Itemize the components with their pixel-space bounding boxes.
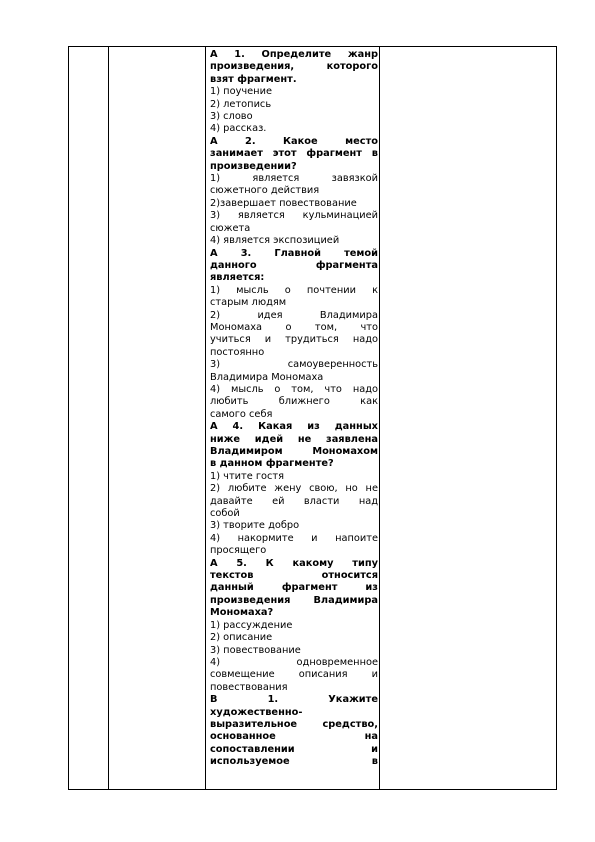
text-line: старым людям	[210, 297, 287, 309]
text-line: произведении?	[210, 160, 297, 172]
text-line: 3) творите добро	[210, 520, 300, 532]
text-line: совмещение описания и	[210, 669, 378, 681]
text-line: 1) поучение	[210, 86, 272, 98]
text-line: 3) является кульминацией	[210, 210, 378, 222]
text-line: А 4. Какая из данных	[210, 421, 378, 433]
text-line: произведения, которого	[210, 61, 378, 73]
text-line: 1) чтите гостя	[210, 470, 285, 482]
text-line: сопоставлении и	[210, 743, 378, 755]
text-line: взят фрагмент.	[210, 73, 297, 85]
text-line: 3) повествование	[210, 644, 301, 656]
text-line: 2) летопись	[210, 98, 272, 110]
text-line: 4) одновременное	[210, 656, 378, 668]
text-line: текстов относится	[210, 570, 378, 582]
text-line: повествования	[210, 681, 288, 693]
text-line: самого себя	[210, 408, 273, 420]
questions-cell	[206, 47, 378, 769]
text-line: собой	[210, 508, 240, 520]
text-line: является:	[210, 272, 265, 284]
text-line: Владимира Мономаха	[210, 371, 324, 383]
text-line: 1) рассуждение	[210, 619, 293, 631]
text-line: 2)завершает повествование	[210, 197, 357, 209]
text-line: произведения Владимира	[210, 594, 378, 606]
text-line: 4) рассказ.	[210, 123, 267, 135]
text-line: А 1. Определите жанр	[210, 49, 378, 60]
text-line: 2) идея Владимира	[210, 309, 378, 321]
column-divider-1	[108, 47, 109, 789]
text-line: 3) самоуверенность	[210, 359, 378, 371]
text-line: просящего	[210, 545, 267, 557]
text-line: 1) мысль о почтении к	[210, 284, 378, 296]
text-line: А 5. К какому типу	[210, 557, 378, 569]
text-line: постоянно	[210, 346, 265, 358]
text-line: В 1. Укажите	[210, 694, 378, 706]
text-line: учиться и трудиться надо	[210, 334, 378, 346]
text-line: 2) любите жену свою, но не	[210, 483, 378, 495]
text-line: А 2. Какое место	[210, 135, 378, 147]
text-line: ниже идей не заявлена	[210, 433, 378, 445]
text-line: 1) является завязкой	[210, 173, 378, 185]
text-line: в данном фрагменте?	[210, 458, 334, 470]
text-line: используемое в	[210, 756, 378, 768]
text-line: основанное на	[210, 731, 378, 743]
text-line: А 3. Главной темой	[210, 247, 378, 259]
text-line: Мономаха?	[210, 607, 274, 619]
text-line: 4) накормите и напоите	[210, 532, 378, 544]
question-table	[68, 46, 557, 790]
text-line: Мономаха о том, что	[210, 321, 378, 333]
text-line: любить ближнего как	[210, 396, 378, 408]
text-line: сюжетного действия	[210, 185, 320, 197]
column-divider-3	[379, 47, 380, 789]
text-line: сюжета	[210, 222, 251, 234]
text-line: выразительное средство,	[210, 718, 378, 730]
text-line: данного фрагмента	[210, 259, 378, 271]
text-line: давайте ей власти над	[210, 495, 378, 507]
text-line: 2) описание	[210, 632, 273, 644]
text-line: данный фрагмент из	[210, 582, 378, 594]
text-line: занимает этот фрагмент в	[210, 148, 378, 160]
text-line: Владимиром Мономахом	[210, 446, 378, 457]
text-line: 4) является экспозицией	[210, 235, 340, 247]
text-line: 3) слово	[210, 111, 253, 123]
text-line: 4) мысль о том, что надо	[210, 383, 378, 395]
text-line: художественно-	[210, 706, 303, 718]
